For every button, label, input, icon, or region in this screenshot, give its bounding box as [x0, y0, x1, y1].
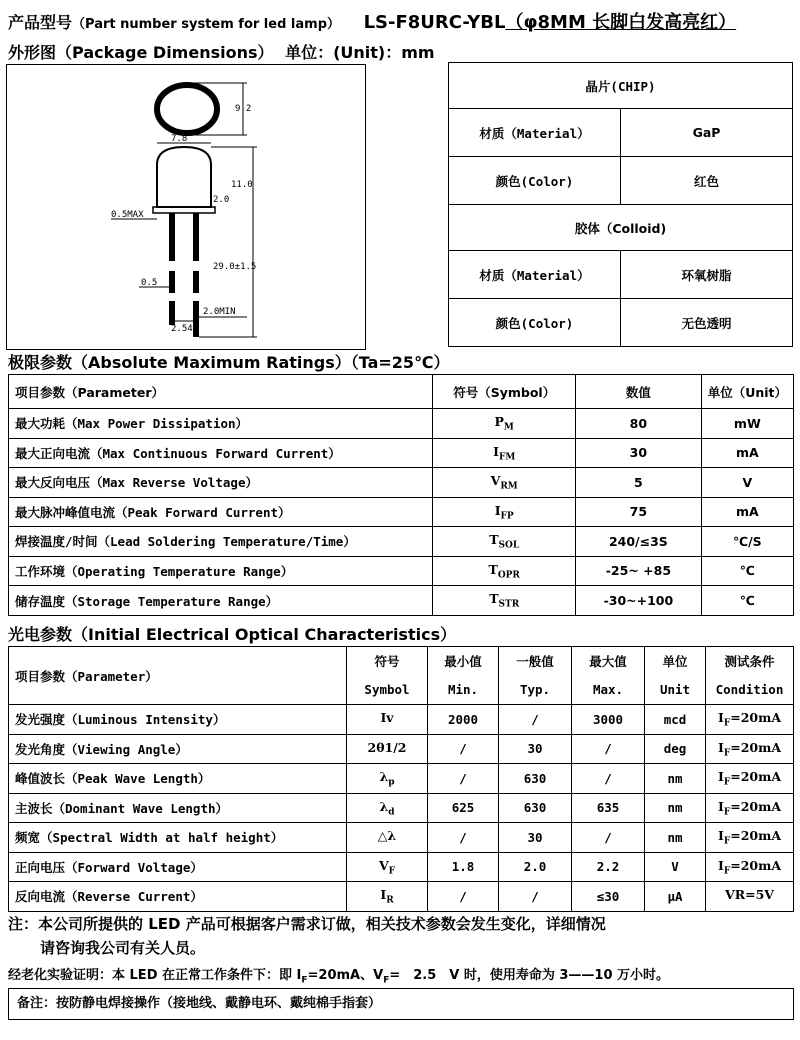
opt-h-symbol: 符号 Symbol: [347, 647, 428, 705]
optical-row: [9, 852, 794, 882]
dim-top: 9.2: [235, 104, 252, 114]
dim-pitch: 2.54: [171, 324, 193, 334]
top-view-ring: [157, 85, 217, 133]
opt-min: 625: [428, 793, 499, 823]
abs-value: 80: [576, 409, 702, 439]
colloid-material-label: 材质（Material）: [449, 251, 621, 299]
opt-cond: $I_F=20mA$: [706, 823, 794, 853]
abs-value: 30: [576, 438, 702, 468]
opt-typ: 630: [499, 793, 572, 823]
dim-body: 7.8: [171, 134, 188, 144]
unit-label: 单位：(Unit)：mm: [285, 43, 435, 62]
opt-param: 峰值波长（Peak Wave Length）: [9, 764, 347, 794]
opt-symbol: $V_F$: [347, 852, 428, 882]
led-drawing: [7, 65, 365, 349]
opt-min: /: [428, 823, 499, 853]
abs-unit: mW: [701, 409, 793, 439]
opt-max: 635: [572, 793, 645, 823]
opt-max: /: [572, 764, 645, 794]
abs-max-row: [9, 527, 794, 557]
opt-typ: 30: [499, 734, 572, 764]
package-cn: 外形图: [8, 43, 57, 62]
opt-min: /: [428, 764, 499, 794]
abs-param: 最大脉冲峰值电流（Peak Forward Current）: [9, 497, 433, 527]
dim-flange: 2.0: [213, 195, 230, 205]
opt-h-unit: 单位 Unit: [645, 647, 706, 705]
abs-unit: ℃: [701, 586, 793, 616]
opt-h-cond: 测试条件 Condition: [706, 647, 794, 705]
abs-param: 最大反向电压（Max Reverse Voltage）: [9, 468, 433, 498]
opt-max: 3000: [572, 705, 645, 735]
colloid-title: 胶体（Colloid): [449, 205, 793, 251]
abs-max-table: [8, 374, 794, 616]
dim-height: 11.0: [231, 180, 253, 190]
abs-symbol: $T_{OPR}$: [433, 556, 576, 586]
colloid-color-label: 颜色(Color): [449, 299, 621, 347]
opt-typ: 30: [499, 823, 572, 853]
optical-row: [9, 734, 794, 764]
note-block: [8, 912, 794, 960]
part-number: LS-F8URC-YBL: [363, 12, 506, 33]
opt-symbol: $\lambda_p$: [347, 764, 428, 794]
abs-max-row: [9, 586, 794, 616]
abs-unit: ℃/S: [701, 527, 793, 557]
chip-color-label: 颜色(Color): [449, 157, 621, 205]
optical-row: [9, 705, 794, 735]
abs-value: -30~+100: [576, 586, 702, 616]
dim-min: 2.0MIN: [203, 307, 236, 317]
abs-unit: V: [701, 468, 793, 498]
abs-symbol: $T_{SOL}$: [433, 527, 576, 557]
opt-symbol: $I_R$: [347, 882, 428, 912]
note-line-1: 注：本公司所提供的 LED 产品可根据客户需求订做，相关技术参数会发生变化，详细情况: [8, 915, 606, 933]
opt-h-param: 项目参数（Parameter）: [9, 647, 347, 705]
optical-table: [8, 646, 794, 912]
opt-cond: $I_F=20mA$: [706, 852, 794, 882]
abs-max-row: [9, 468, 794, 498]
package-diagram: [6, 64, 366, 350]
opt-max: /: [572, 734, 645, 764]
abs-symbol: $P_M$: [433, 409, 576, 439]
dim-lead: 29.0±1.5: [213, 262, 257, 272]
opt-cond: $I_F=20mA$: [706, 734, 794, 764]
abs-symbol: $I_{FP}$: [433, 497, 576, 527]
opt-param: 发光角度（Viewing Angle）: [9, 734, 347, 764]
opt-unit: nm: [645, 793, 706, 823]
optical-row: [9, 823, 794, 853]
opt-h-max: 最大值 Max.: [572, 647, 645, 705]
chip-table: [448, 62, 793, 347]
opt-unit: mcd: [645, 705, 706, 735]
abs-h-param: 项目参数（Parameter）: [9, 375, 433, 409]
abs-h-symbol: 符号（Symbol）: [433, 375, 576, 409]
part-description: （φ8MM 长脚白发高亮红）: [505, 12, 737, 33]
colloid-color-value: 无色透明: [621, 299, 793, 347]
opt-param: 发光强度（Luminous Intensity）: [9, 705, 347, 735]
abs-h-value: 数值: [576, 375, 702, 409]
opt-unit: V: [645, 852, 706, 882]
opt-typ: 2.0: [499, 852, 572, 882]
opt-unit: deg: [645, 734, 706, 764]
package-en: （Package Dimensions）: [56, 43, 274, 62]
opt-max: 2.2: [572, 852, 645, 882]
opt-unit: nm: [645, 764, 706, 794]
opt-symbol: $\lambda_d$: [347, 793, 428, 823]
abs-unit: mA: [701, 438, 793, 468]
title-cn: 产品型号: [8, 13, 73, 32]
abs-param: 工作环境（Operating Temperature Range）: [9, 556, 433, 586]
opt-h-min: 最小值 Min.: [428, 647, 499, 705]
opt-cond: VR=5V: [706, 882, 794, 912]
opt-min: 2000: [428, 705, 499, 735]
part-number-header: [8, 8, 736, 34]
abs-param: 焊接温度/时间（Lead Soldering Temperature/Time）: [9, 527, 433, 557]
abs-value: -25~ +85: [576, 556, 702, 586]
optical-row: [9, 764, 794, 794]
abs-h-unit: 单位（Unit）: [701, 375, 793, 409]
abs-param: 最大功耗（Max Power Dissipation）: [9, 409, 433, 439]
dim-pin: 0.5: [141, 278, 158, 288]
opt-h-typ: 一般值 Typ.: [499, 647, 572, 705]
abs-param: 储存温度（Storage Temperature Range）: [9, 586, 433, 616]
abs-symbol: $I_{FM}$: [433, 438, 576, 468]
chip-color-value: 红色: [621, 157, 793, 205]
opt-unit: nm: [645, 823, 706, 853]
abs-max-row: [9, 438, 794, 468]
optical-heading: 光电参数（Initial Electrical Optical Characteristics）: [8, 625, 457, 644]
opt-min: /: [428, 882, 499, 912]
opt-cond: $I_F=20mA$: [706, 793, 794, 823]
abs-max-row: [9, 497, 794, 527]
opt-symbol: Iv: [347, 705, 428, 735]
chip-material-label: 材质（Material）: [449, 109, 621, 157]
title-en: （Part number system for led lamp）: [72, 17, 340, 32]
opt-param: 反向电流（Reverse Current）: [9, 882, 347, 912]
abs-max-heading: 极限参数（Absolute Maximum Ratings）（Ta=25℃）: [8, 353, 450, 372]
chip-title: 晶片(CHIP): [449, 63, 793, 109]
led-dome: [157, 147, 211, 207]
opt-symbol: △λ: [347, 823, 428, 853]
chip-material-value: GaP: [621, 109, 793, 157]
optical-header-row: [9, 647, 794, 705]
abs-unit: ℃: [701, 556, 793, 586]
abs-value: 75: [576, 497, 702, 527]
abs-unit: mA: [701, 497, 793, 527]
abs-param: 最大正向电流（Max Continuous Forward Current）: [9, 438, 433, 468]
opt-min: 1.8: [428, 852, 499, 882]
opt-param: 主波长（Dominant Wave Length）: [9, 793, 347, 823]
remark-box: 备注：按防静电焊接操作（接地线、戴静电环、戴纯棉手指套）: [8, 988, 794, 1020]
abs-max-header-row: [9, 375, 794, 409]
opt-typ: /: [499, 882, 572, 912]
aging-note: 经老化实验证明：本 LED 在正常工作条件下：即 $I_F=20mA$、$V_F=$ 2.5 V 时，使用寿命为 3——10 万小时。: [8, 968, 670, 986]
opt-min: /: [428, 734, 499, 764]
note-line-2: 请咨询我公司有关人员。: [40, 939, 206, 957]
colloid-material-value: 环氧树脂: [621, 251, 793, 299]
opt-cond: $I_F=20mA$: [706, 764, 794, 794]
package-header: [8, 40, 435, 63]
opt-unit: μA: [645, 882, 706, 912]
abs-value: 240/≤3S: [576, 527, 702, 557]
lead-right: [193, 213, 199, 337]
opt-cond: $I_F=20mA$: [706, 705, 794, 735]
abs-max-row: [9, 409, 794, 439]
opt-param: 频宽（Spectral Width at half height）: [9, 823, 347, 853]
abs-symbol: $V_{RM}$: [433, 468, 576, 498]
optical-row: [9, 793, 794, 823]
optical-row: [9, 882, 794, 912]
opt-typ: 630: [499, 764, 572, 794]
abs-max-row: [9, 556, 794, 586]
abs-symbol: $T_{STR}$: [433, 586, 576, 616]
dim-max: 0.5MAX: [111, 210, 144, 220]
opt-max: ≤30: [572, 882, 645, 912]
opt-typ: /: [499, 705, 572, 735]
abs-value: 5: [576, 468, 702, 498]
opt-max: /: [572, 823, 645, 853]
opt-symbol: 2θ1/2: [347, 734, 428, 764]
opt-param: 正向电压（Forward Voltage）: [9, 852, 347, 882]
